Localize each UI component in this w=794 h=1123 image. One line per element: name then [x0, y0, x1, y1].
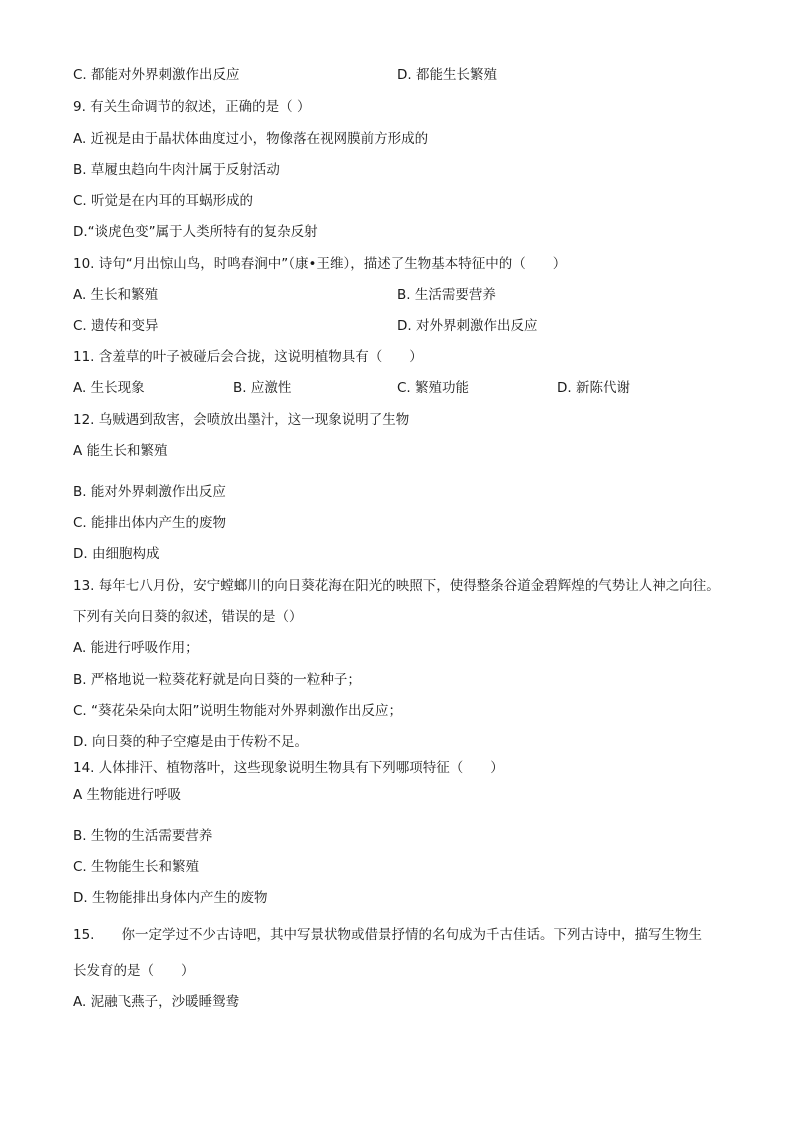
option-line: A. 生长现象 [73, 380, 145, 396]
option-line: B. 生活需要营养 [397, 287, 496, 303]
option-line: C. 听觉是在内耳的耳蜗形成的 [73, 193, 254, 209]
option-line: C. “葵花朵朵向太阳”说明生物能对外界刺激作出反应； [73, 703, 402, 719]
question-stem: 10. 诗句“月出惊山鸟，时鸣春涧中”（康•王维），描述了生物基本特征中的（ ） [73, 256, 567, 272]
option-line: A. 泥融飞燕子，沙暖睡鸳鸯 [73, 994, 240, 1010]
option-line: C. 繁殖功能 [397, 380, 470, 396]
question-stem: 下列有关向日葵的叙述，错误的是（） [73, 609, 303, 625]
option-line: A. 近视是由于晶状体曲度过小，物像落在视网膜前方形成的 [73, 131, 429, 147]
option-line: D. 由细胞构成 [73, 546, 160, 562]
option-line: C. 生物能生长和繁殖 [73, 859, 200, 875]
option-line: D. 都能生长繁殖 [397, 67, 497, 83]
question-stem: 14. 人体排汗、植物落叶，这些现象说明生物具有下列哪项特征（ ） [73, 760, 504, 776]
option-line: D.“谈虎色变”属于人类所特有的复杂反射 [73, 224, 318, 240]
option-line: C. 都能对外界刺激作出反应 [73, 67, 240, 83]
option-line: A 生物能进行呼吸 [73, 787, 182, 803]
question-stem: 长发育的是（ ） [73, 963, 195, 979]
option-line: D. 对外界刺激作出反应 [397, 318, 538, 334]
question-stem: 13. 每年七八月份，安宁螳螂川的向日葵花海在阳光的映照下，使得整条谷道金碧辉煌的气势让人神之向往。 [73, 578, 720, 594]
option-line: B. 生物的生活需要营养 [73, 828, 213, 844]
option-line: A. 生长和繁殖 [73, 287, 159, 303]
option-line: B. 能对外界刺激作出反应 [73, 484, 226, 500]
option-line: C. 能排出体内产生的废物 [73, 515, 227, 531]
option-line: D. 向日葵的种子空瘪是由于传粉不足。 [73, 734, 308, 750]
option-line: C. 遗传和变异 [73, 318, 159, 334]
question-stem: 9. 有关生命调节的叙述，正确的是（ ） [73, 99, 311, 115]
option-line: A 能生长和繁殖 [73, 443, 168, 459]
option-line: B. 严格地说一粒葵花籽就是向日葵的一粒种子； [73, 672, 361, 688]
option-line: A. 能进行呼吸作用； [73, 640, 199, 656]
option-line: B. 草履虫趋向牛肉汁属于反射活动 [73, 162, 280, 178]
question-stem: 11. 含羞草的叶子被碰后会合拢，这说明植物具有（ ） [73, 349, 423, 365]
option-line: D. 新陈代谢 [557, 380, 630, 396]
question-stem: 12. 乌贼遇到敌害，会喷放出墨汁，这一现象说明了生物 [73, 412, 410, 428]
question-stem: 15. 你一定学过不少古诗吧，其中写景状物或借景抒情的名句成为千古佳话。下列古诗中，描写生物生 [73, 927, 702, 943]
option-line: B. 应激性 [233, 380, 292, 396]
option-line: D. 生物能排出身体内产生的废物 [73, 890, 268, 906]
